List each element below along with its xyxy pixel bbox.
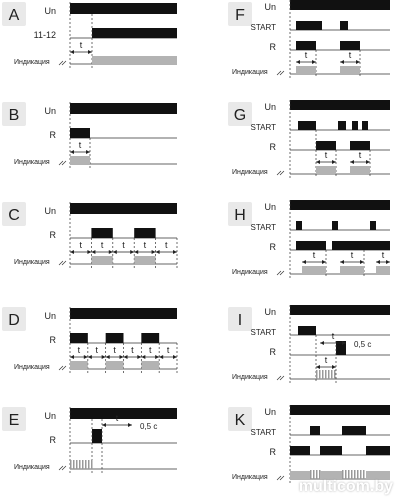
r-signal — [316, 141, 336, 150]
indication-blink — [82, 460, 84, 469]
indication-blink — [91, 460, 93, 469]
start-pulse — [298, 326, 316, 335]
indication-blink — [76, 460, 78, 469]
un-label: Un — [264, 307, 276, 317]
indication-on — [350, 166, 370, 174]
t-label: t — [79, 40, 83, 50]
start-label: START — [250, 23, 276, 32]
un-signal — [70, 103, 177, 114]
start-label: START — [250, 328, 276, 337]
indication-label: Индикация — [232, 474, 268, 481]
indication-blink — [73, 460, 75, 469]
diagram-letter: A — [8, 7, 20, 24]
r-signal — [70, 128, 90, 138]
indication-on — [106, 361, 124, 369]
t-label: t — [122, 240, 125, 250]
t-label: t — [95, 345, 99, 355]
r-signal — [70, 333, 88, 343]
r-label: R — [269, 42, 276, 52]
t-label: t — [324, 355, 328, 365]
t-label: t — [331, 331, 335, 341]
un-signal — [70, 3, 177, 14]
un-signal — [290, 305, 390, 315]
break-mark — [277, 476, 284, 480]
indication-blink — [316, 370, 318, 379]
indication-blink — [85, 460, 87, 469]
un-label: Un — [264, 102, 276, 112]
t-label: t — [113, 345, 116, 355]
r-label: R — [49, 130, 56, 140]
delay-label: 0,5 c — [354, 340, 372, 349]
r-label: R — [49, 230, 56, 240]
r-signal — [106, 333, 124, 343]
start-pulse — [352, 121, 358, 130]
indication-blink — [331, 370, 333, 379]
indication-label: Индикация — [14, 259, 50, 266]
indication-blink — [334, 370, 336, 379]
indication-label: Индикация — [232, 269, 268, 276]
un-signal — [70, 308, 177, 319]
start-pulse — [362, 121, 368, 130]
break-mark — [59, 61, 66, 65]
indication-label: Индикация — [232, 374, 268, 381]
start-pulse — [370, 221, 376, 230]
r-label: R — [49, 335, 56, 345]
indication-blink — [322, 370, 324, 379]
diagram-letter: B — [8, 107, 20, 124]
diagram-letter: E — [8, 412, 20, 429]
un-label: Un — [44, 206, 56, 216]
un-label: Un — [264, 202, 276, 212]
indication-blink — [319, 370, 321, 379]
indication-on — [340, 66, 360, 74]
r-signal — [332, 241, 390, 250]
t-label: t — [79, 240, 82, 250]
un-label: Un — [44, 106, 56, 116]
indication-on — [340, 266, 364, 274]
diagram-e — [2, 407, 177, 473]
indication-blink — [79, 460, 81, 469]
r-label: R — [49, 435, 56, 445]
start-pulse — [332, 221, 338, 230]
t-label: t — [348, 50, 352, 60]
indication-label: Индикация — [14, 159, 50, 166]
indication-label: Индикация — [14, 464, 50, 471]
start-pulse — [340, 21, 348, 30]
r-label: R — [269, 447, 276, 457]
r-signal — [340, 41, 360, 50]
break-mark — [277, 376, 284, 380]
t-label: t — [350, 250, 354, 260]
break-mark — [277, 171, 284, 175]
r-label: R — [269, 242, 276, 252]
t-label: t — [131, 345, 134, 355]
diagram-letter: G — [233, 107, 247, 124]
t-label: t — [166, 345, 170, 355]
t-label: t — [165, 240, 168, 250]
diagram-k — [228, 405, 390, 483]
diagram-letter: C — [8, 207, 20, 224]
indication-label: Индикация — [14, 364, 50, 371]
delay-label: 0,5 c — [140, 422, 158, 431]
diagram-letter: H — [234, 207, 246, 224]
diagram-f — [228, 0, 390, 78]
indication-on — [316, 166, 336, 174]
diagram-letter: K — [234, 412, 246, 429]
start-pulse — [338, 121, 346, 130]
indication-on — [70, 361, 88, 369]
r-signal — [91, 228, 112, 238]
un-label: Un — [44, 311, 56, 321]
t-label: t — [304, 50, 308, 60]
r-signal — [296, 241, 326, 250]
r-label: R — [269, 347, 276, 357]
t-label: t — [312, 250, 316, 260]
un-signal — [290, 405, 390, 415]
indication-blink — [70, 460, 72, 469]
watermark: multicom.by — [298, 478, 393, 495]
r-label: R — [269, 142, 276, 152]
un-label: Un — [264, 2, 276, 12]
indication-on — [296, 66, 316, 74]
indication-label: Индикация — [232, 69, 268, 76]
t-label: t — [381, 250, 385, 260]
t-label: t — [143, 240, 147, 250]
indication-on — [70, 156, 90, 164]
indication-label: Индикация — [14, 59, 50, 66]
break-mark — [59, 161, 66, 165]
start-pulse — [342, 426, 366, 435]
diagram-a — [2, 2, 177, 68]
r-signal — [290, 446, 310, 455]
diagram-d — [2, 307, 177, 373]
indication-on — [91, 256, 112, 264]
break-mark — [59, 261, 66, 265]
t-label: t — [358, 150, 362, 160]
r-signal — [350, 141, 370, 150]
diagram-c — [2, 202, 177, 268]
break-mark — [277, 271, 284, 275]
break-mark — [59, 466, 66, 470]
indication-on — [376, 266, 390, 274]
r-signal — [92, 429, 102, 443]
indication-on — [141, 361, 159, 369]
un-signal — [70, 203, 177, 214]
r-label: 11-12 — [33, 30, 56, 40]
indication-blink — [325, 370, 327, 379]
indication-blink — [328, 370, 330, 379]
un-label: Un — [44, 411, 56, 421]
r-signal — [366, 446, 390, 455]
r-signal — [320, 446, 342, 455]
diagram-letter: I — [237, 312, 243, 329]
indication-blink — [88, 460, 90, 469]
start-pulse — [298, 121, 316, 130]
t-label: t — [324, 150, 328, 160]
un-signal — [70, 408, 177, 419]
diagram-b — [2, 102, 177, 168]
r-signal — [141, 333, 159, 343]
t-label: t — [77, 345, 81, 355]
start-pulse — [296, 21, 322, 30]
un-label: Un — [264, 407, 276, 417]
contact-signal — [92, 28, 177, 38]
start-label: START — [250, 123, 276, 132]
diagram-g — [228, 100, 390, 178]
un-signal — [290, 200, 390, 210]
r-signal — [296, 41, 316, 50]
break-mark — [59, 366, 66, 370]
un-label: Un — [44, 6, 56, 16]
start-label: START — [250, 428, 276, 437]
t-label: t — [115, 413, 119, 423]
diagram-i — [228, 305, 390, 383]
indication-label: Индикация — [232, 169, 268, 176]
indication-on — [134, 256, 155, 264]
break-mark — [277, 71, 284, 75]
diagram-letter: F — [235, 7, 245, 24]
start-pulse — [310, 426, 320, 435]
diagram-h — [228, 200, 390, 278]
t-label: t — [100, 240, 104, 250]
start-label: START — [250, 223, 276, 232]
un-signal — [290, 100, 390, 110]
start-pulse — [296, 221, 302, 230]
t-label: t — [148, 345, 152, 355]
indication-on — [302, 266, 326, 274]
diagram-letter: D — [8, 312, 20, 329]
indication-on — [92, 56, 177, 64]
r-signal — [134, 228, 155, 238]
un-signal — [290, 0, 390, 10]
t-label: t — [78, 140, 82, 150]
